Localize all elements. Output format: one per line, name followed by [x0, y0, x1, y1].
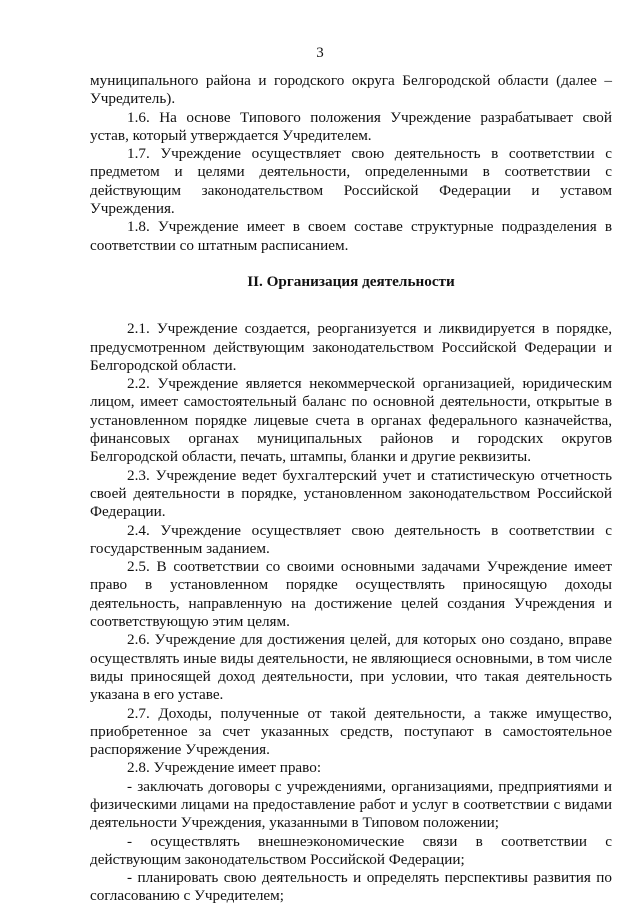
paragraph-intro-continuation: муниципального района и городского округа Белгородской области (далее – Учредитель).: [90, 72, 612, 108]
paragraph-2-6: 2.6. Учреждение для достижения целей, для которых оно создано, вправе осуществлять иные виды деятельности, не являющиеся основными, в том числе виды приносящей доход деятельности, при условии, что такая деятельность указана в его уставе.: [90, 631, 612, 704]
paragraph-2-8: 2.8. Учреждение имеет право:: [127, 759, 322, 777]
paragraph-2-5: 2.5. В соответствии со своими основными задачами Учреждение имеет право в установленном порядке осуществлять приносящую доходы деятельность, направленную на достижение целей создания Учреждения и соответствующую этим целям.: [90, 558, 612, 631]
page-number: 3: [316, 45, 324, 61]
paragraph-2-4: 2.4. Учреждение осуществляет свою деятельность в соответствии с государственным заданием.: [90, 521, 612, 557]
paragraph-2-3: 2.3. Учреждение ведет бухгалтерский учет и статистическую отчетность своей деятельности в порядке, установленном законодательством Российской Федерации.: [90, 466, 612, 521]
paragraph-2-7: 2.7. Доходы, полученные от такой деятельности, а также имущество, приобретенное за счет указанных средств, поступают в самостоятельное распоряжение Учреждения.: [90, 704, 612, 759]
paragraph-1-8: 1.8. Учреждение имеет в своем составе структурные подразделения в соответствии со штатным расписанием.: [90, 218, 612, 254]
paragraph-1-6: 1.6. На основе Типового положения Учреждение разрабатывает свой устав, который утверждается Учредителем.: [90, 108, 612, 144]
paragraph-2-1: 2.1. Учреждение создается, реорганизуется и ликвидируется в порядке, предусмотренном действующим законодательством Российской Федерации и Белгородской области.: [90, 320, 612, 374]
paragraph-2-2: 2.2. Учреждение является некоммерческой организацией, юридическим лицом, имеет самостоятельный баланс по основной деятельности, открытые в установленном порядке лицевые счета в органах федерального казначейства, финансовых органах муниципальных районов и городских округов Белгородской области, печать, штампы, бланки и другие реквизиты.: [90, 375, 612, 466]
list-item-contracts: - заключать договоры с учреждениями, организациями, предприятиями и физическими лицами на предоставление работ и услуг в соответствии с видами деятельности Учреждения, указанными в Типовом положении;: [90, 777, 612, 832]
section-heading: II. Организация деятельности: [247, 272, 455, 290]
list-item-foreign-relations: - осуществлять внешнеэкономические связи в соответствии с действующим законодательством Российской Федерации;: [90, 832, 612, 868]
list-item-planning: - планировать свою деятельность и определять перспективы развития по согласованию с Учредителем;: [90, 869, 612, 905]
document-body: [90, 72, 612, 906]
paragraph-1-7: 1.7. Учреждение осуществляет свою деятельность в соответствии с предметом и целями деятельности, определенными в соответствии с действующим законодательством Российской Федерации и уставом Учреждения.: [90, 145, 612, 218]
